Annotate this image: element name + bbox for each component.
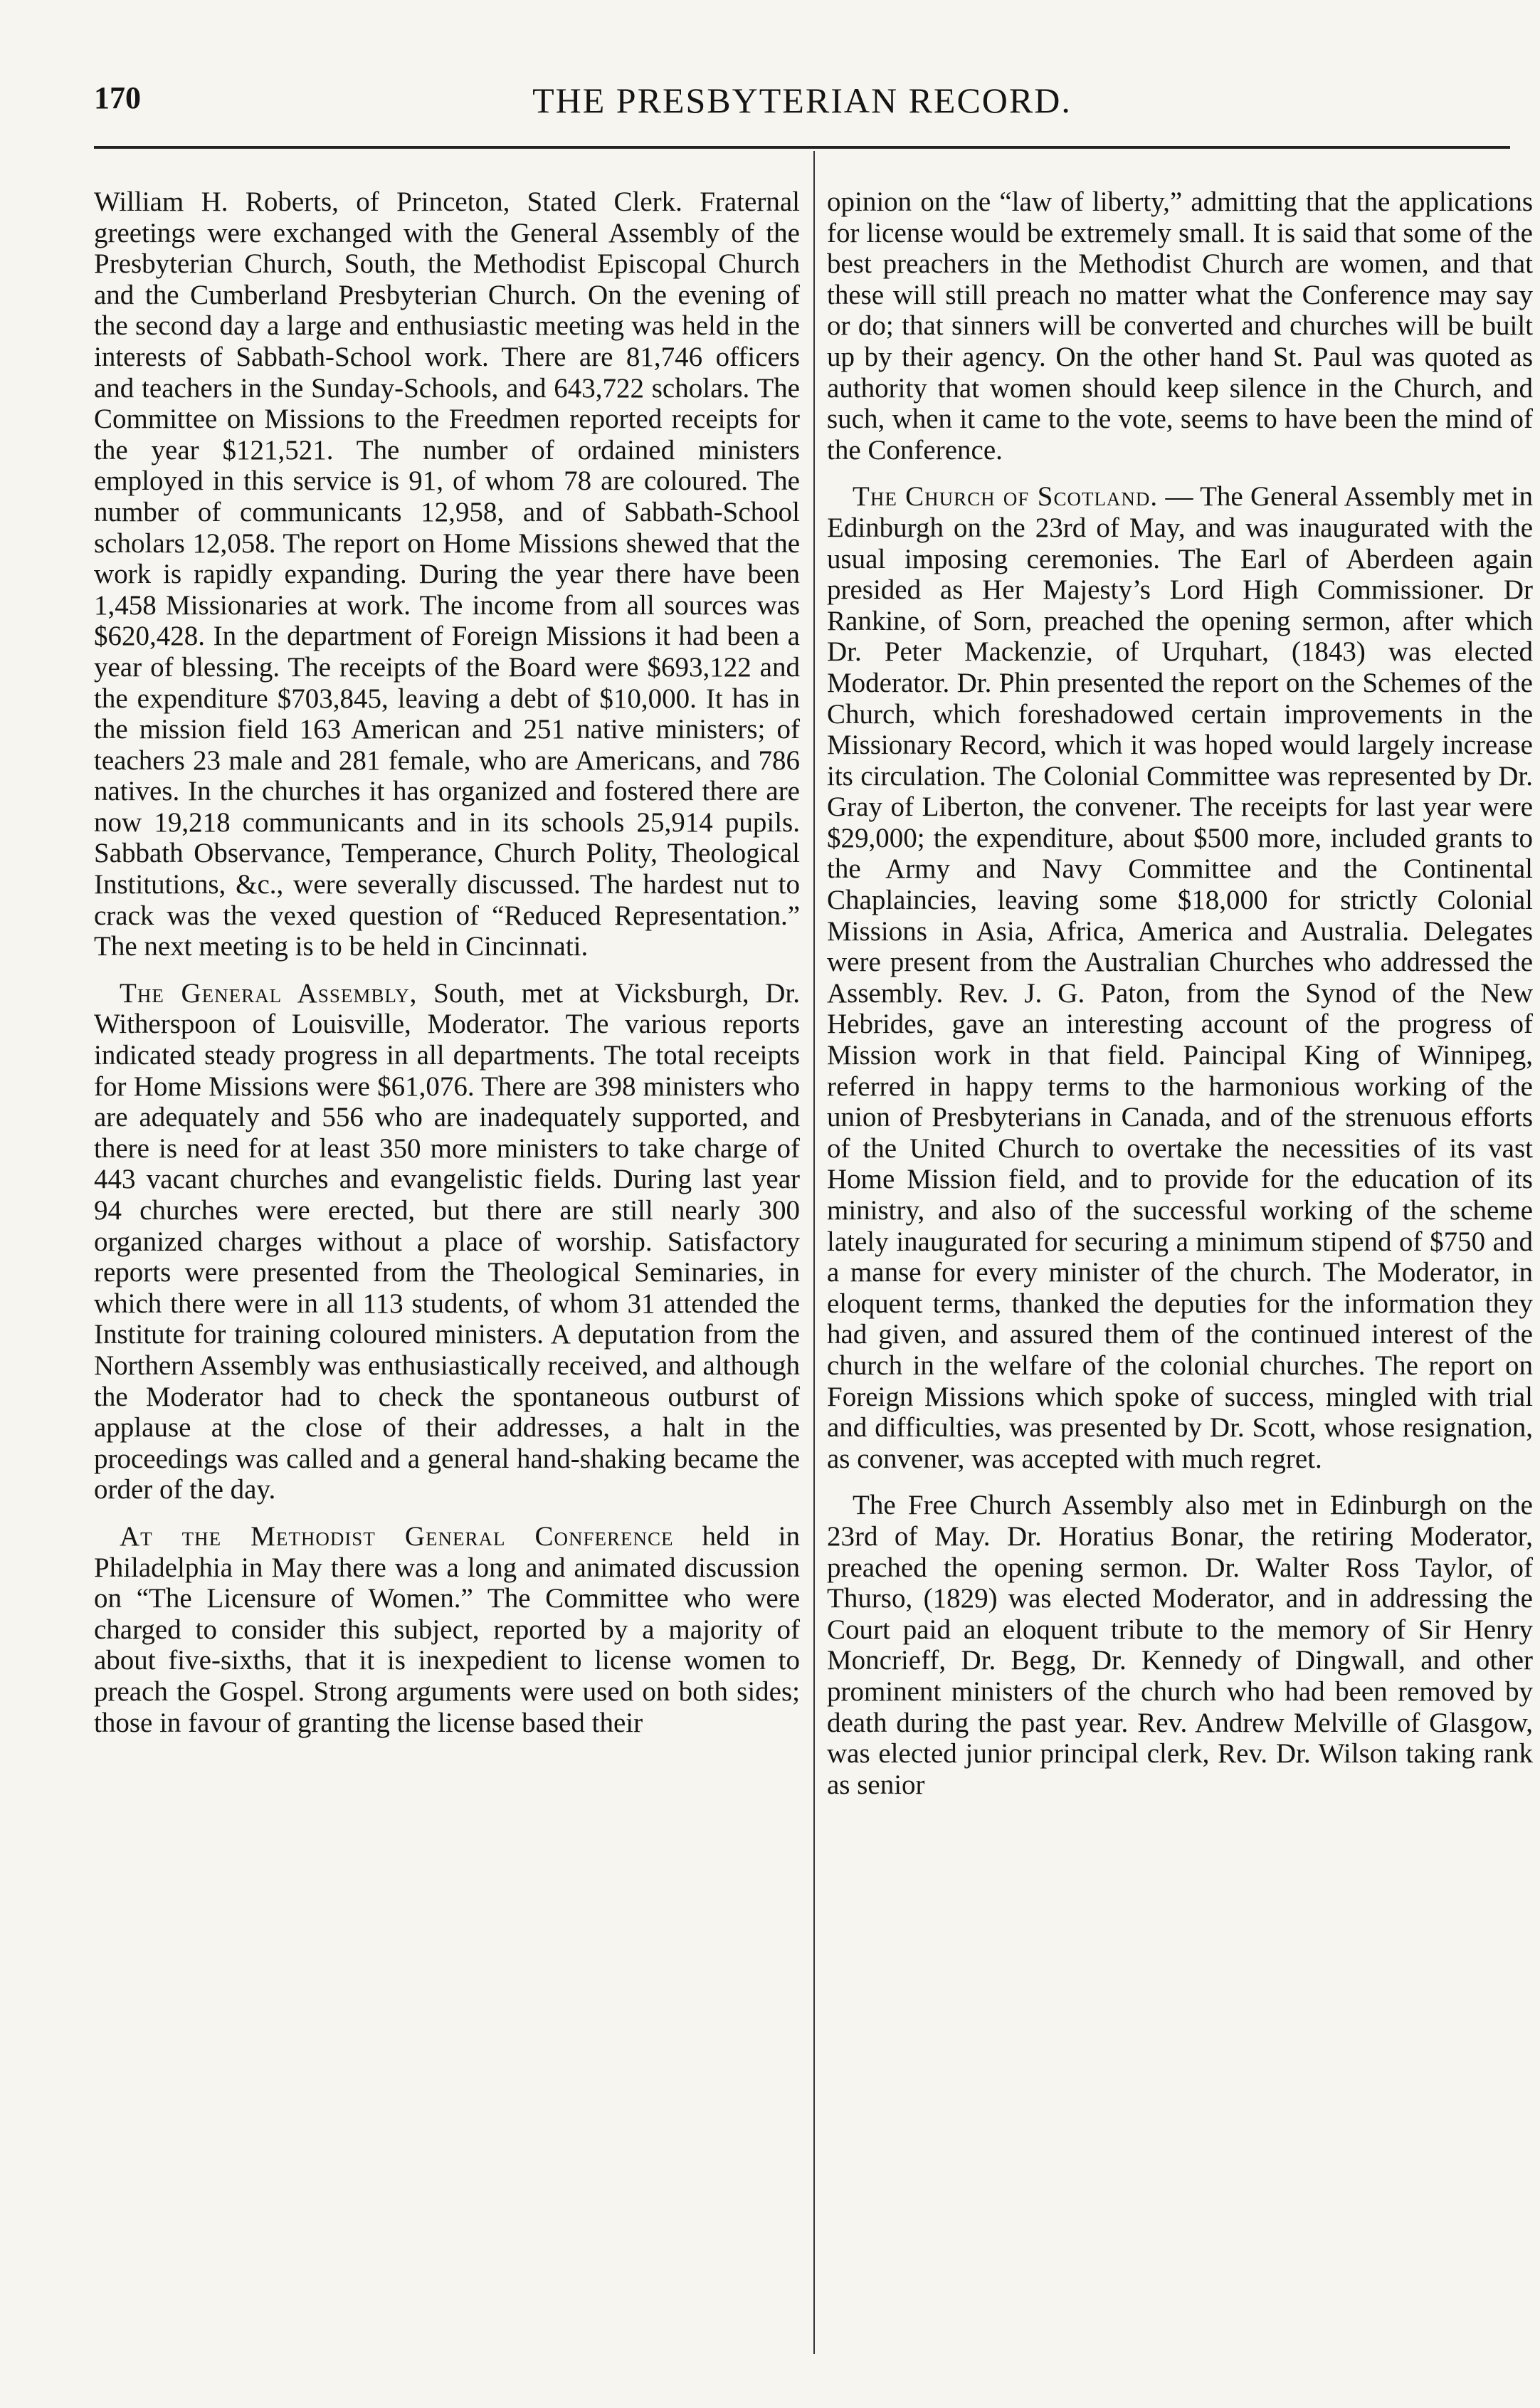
paragraph-text: — The General Assembly met in Edinburgh on the 23rd of May, and was inaugurated with the usual imposing ceremonies. The Earl of Aberdeen again presided as Her Majesty’s Lord High Commissioner. Dr Rankine, of Sorn, preached the opening sermon, after which Dr. Peter Mackenzie, of Urquhart, (1843) was elected Moderator. Dr. Phin presented the report on the Schemes of the Church, which foreshadowed certain improvements in the Missionary Record, which it was hoped would largely increase its circulation. The Colonial Committee was represented by Dr. Gray of Liberton, the convener. The receipts for last year were $29,000; the expenditure, about $500 more, included grants to the Army and Navy Committee and the Continental Chaplaincies, leaving some $18,000 for strictly Colonial Missions in Asia, Africa, America and Australia. Delegates were present from the Australian Churches who addressed the Assembly. Rev. J. G. Paton, from the Synod of the New Hebrides, gave an interesting account of the progress of Mission work in that field. Paincipal King of Winnipeg, referred in happy terms to the harmonious working of the union of Presbyterians in Canada, and of the strenuous efforts of the United Church to overtake the necessities of its vast Home Mission field, and to provide for the education of its ministry, and also of the successful working of the scheme lately inaugurated for securing a minimum stipend of $750 and a manse for every minister of the church. The Moderator, in eloquent terms, thanked the deputies for the information they had given, and assured them of the continued interest of the church in the welfare of the colonial churches. The report on Foreign Missions which spoke of success, mingled with trial and difficulties, was presented by Dr. Scott, whose resignation, as convener, was accepted with much regret. xyxy=(827,481,1533,1474)
paragraph-continuation: opinion on the “law of liberty,” admitting that the applications for license would be extremely small. It is said that some of the best preachers in the Methodist Church are women, and that these will still preach no matter what the Conference may say or do; that sinners will be converted and churches will be built up by their agency. On the other hand St. Paul was quoted as authority that women should keep silence in the Church, and such, when it came to the vote, seems to have been the mind of the Conference. xyxy=(827,186,1533,466)
paragraph-assembly-south xyxy=(94,978,800,1505)
paragraph-text: South, met at Vicksburgh, Dr. Witherspoon of Louisville, Moderator. The various reports indicated steady progress in all departments. The total receipts for Home Missions were $61,076. There are 398 ministers who are adequately and 556 who are inadequately supported, and there is need for at least 350 more ministers to take charge of 443 vacant churches and evangelistic fields. During last year 94 churches were erected, but there are still nearly 300 organized charges without a place of worship. Satisfactory reports were presented from the Theological Seminaries, in which there were in all 113 students, of whom 31 attended the Institute for training coloured ministers. A deputation from the Northern Assembly was enthusiastically received, and although the Moderator had to check the spontaneous outburst of applause at the close of their addresses, a halt in the proceedings was called and a general hand-shaking became the order of the day. xyxy=(94,977,800,1505)
right-column xyxy=(827,186,1533,1800)
running-title: THE PRESBYTERIAN RECORD. xyxy=(532,80,1072,120)
paragraph-church-of-scotland xyxy=(827,481,1533,1474)
paragraph-free-church: The Free Church Assembly also met in Edinburgh on the 23rd of May. Dr. Horatius Bonar, the retiring Moderator, preached the opening sermon. Dr. Walter Ross Taylor, of Thurso, (1829) was elected Moderator, and in addressing the Court paid an eloquent tribute to the memory of Sir Henry Moncrieff, Dr. Begg, Dr. Kennedy of Dingwall, and other prominent ministers of the church who had been removed by death during the past year. Rev. Andrew Melville of Glasgow, was elected junior principal clerk, Rev. Dr. Wilson taking rank as senior xyxy=(827,1490,1533,1800)
section-lead: The General Assembly, xyxy=(120,977,418,1009)
paragraph-assembly-north: William H. Roberts, of Princeton, Stated Clerk. Fraternal greetings were exchanged with the General Assembly of the Presbyterian Church, South, the Methodist Episcopal Church and the Cumberland Presbyterian Church. On the evening of the second day a large and enthusiastic meeting was held in the interests of Sabbath-School work. There are 81,746 officers and teachers in the Sunday-Schools, and 643,722 scholars. The Committee on Missions to the Freedmen reported receipts for the year $121,521. The number of ordained ministers employed in this service is 91, of whom 78 are coloured. The number of communicants 12,958, and of Sabbath-School scholars 12,058. The report on Home Missions shewed that the work is rapidly expanding. During the year there have been 1,458 Missionaries at work. The income from all sources was $620,428. In the department of Foreign Missions it had been a year of blessing. The receipts of the Board were $693,122 and the expenditure $703,845, leaving a debt of $10,000. It has in the mission field 163 American and 251 native ministers; of teachers 23 male and 281 female, who are Americans, and 786 natives. In the churches it has organized and fostered there are now 19,218 communicants and in its schools 25,914 pupils. Sabbath Observance, Temperance, Church Polity, Theological Institutions, &c., were severally discussed. The hardest nut to crack was the vexed question of “Reduced Representation.” The next meeting is to be held in Cincinnati. xyxy=(94,186,800,962)
page-header xyxy=(94,80,1510,130)
section-lead: At the Methodist General Conference xyxy=(120,1520,674,1552)
paragraph-text: held in Philadelphia in May there was a long and animated discussion on “The Licensure of Women.” The Committee who were charged to consider this subject, reported by a majority of about five-sixths, that it is inexpedient to license women to preach the Gospel. Strong arguments were used on both sides; those in favour of granting the license based their xyxy=(94,1520,800,1738)
left-column xyxy=(94,186,800,1738)
page-number: 170 xyxy=(94,80,141,115)
column-divider xyxy=(813,151,815,2354)
section-lead: The Church of Scotland. xyxy=(853,481,1159,512)
header-rule xyxy=(94,146,1510,149)
paragraph-methodist-conference xyxy=(94,1521,800,1738)
